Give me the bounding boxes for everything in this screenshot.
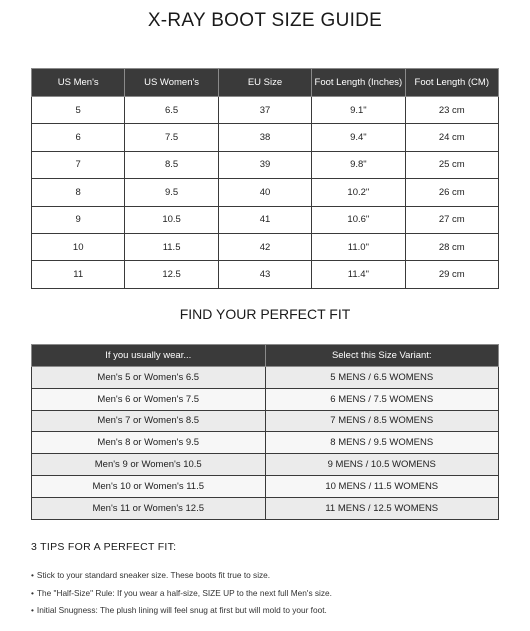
cell-us-mens: 6 — [32, 124, 125, 151]
header-eu-size: EU Size — [218, 69, 311, 97]
header-us-mens: US Men's — [32, 69, 125, 97]
cell-us-mens: 9 — [32, 206, 125, 233]
tip-text: The "Half-Size" Rule: If you wear a half-size, SIZE UP to the next full Men's size. — [36, 587, 332, 598]
cell-foot-length-inches: 9.4" — [312, 124, 405, 151]
table-row — [32, 497, 499, 519]
cell-us-mens: 11 — [32, 261, 125, 288]
cell-size-variant: 9 MENS / 10.5 WOMENS — [265, 454, 499, 476]
cell-us-mens: 10 — [32, 233, 125, 260]
cell-us-womens: 6.5 — [125, 97, 218, 124]
table-row — [32, 124, 499, 151]
table-row — [32, 151, 499, 178]
cell-size-variant: 6 MENS / 7.5 WOMENS — [265, 388, 499, 410]
cell-foot-length-inches: 9.1" — [312, 97, 405, 124]
cell-usual-size: Men's 11 or Women's 12.5 — [32, 497, 266, 519]
cell-usual-size: Men's 9 or Women's 10.5 — [32, 454, 266, 476]
cell-us-womens: 10.5 — [125, 206, 218, 233]
table-row — [32, 475, 499, 497]
cell-eu-size: 42 — [218, 233, 311, 260]
bullet-icon: • — [31, 587, 34, 598]
table-row — [32, 261, 499, 288]
tips-list — [31, 567, 501, 620]
cell-eu-size: 43 — [218, 261, 311, 288]
cell-foot-length-cm: 28 cm — [405, 233, 498, 260]
list-item — [31, 567, 501, 585]
cell-us-mens: 5 — [32, 97, 125, 124]
fit-section-heading: FIND YOUR PERFECT FIT — [179, 306, 351, 322]
cell-foot-length-cm: 23 cm — [405, 97, 498, 124]
page-title: X-RAY BOOT SIZE GUIDE — [147, 10, 383, 31]
table-row — [32, 454, 499, 476]
header-usually-wear: If you usually wear... — [32, 345, 266, 367]
cell-us-womens: 11.5 — [125, 233, 218, 260]
cell-foot-length-cm: 27 cm — [405, 206, 498, 233]
table-row — [32, 432, 499, 454]
cell-foot-length-cm: 24 cm — [405, 124, 498, 151]
header-size-variant: Select this Size Variant: — [265, 345, 499, 367]
bullet-icon: • — [31, 605, 34, 615]
cell-size-variant: 10 MENS / 11.5 WOMENS — [265, 475, 499, 497]
table-row — [32, 206, 499, 233]
cell-size-variant: 5 MENS / 6.5 WOMENS — [265, 367, 499, 389]
cell-us-mens: 8 — [32, 179, 125, 206]
tips-heading: 3 TIPS FOR A PERFECT FIT: — [31, 541, 177, 553]
cell-usual-size: Men's 8 or Women's 9.5 — [32, 432, 266, 454]
tip-text: Stick to your standard sneaker size. These boots fit true to size. — [36, 570, 271, 580]
table-row — [32, 179, 499, 206]
cell-us-womens: 9.5 — [125, 179, 218, 206]
cell-foot-length-inches: 10.2" — [312, 179, 405, 206]
tip-text: Initial Snugness: The plush lining will feel snug at first but will mold to your foot. — [36, 605, 327, 615]
cell-eu-size: 39 — [218, 151, 311, 178]
list-item — [31, 602, 501, 620]
cell-us-womens: 7.5 — [125, 124, 218, 151]
size-variant-table — [31, 344, 499, 520]
cell-foot-length-cm: 29 cm — [405, 261, 498, 288]
cell-usual-size: Men's 10 or Women's 11.5 — [32, 475, 266, 497]
cell-foot-length-inches: 11.0" — [312, 233, 405, 260]
header-us-womens: US Women's — [125, 69, 218, 97]
cell-size-variant: 7 MENS / 8.5 WOMENS — [265, 410, 499, 432]
cell-foot-length-cm: 25 cm — [405, 151, 498, 178]
list-item — [31, 585, 501, 603]
cell-size-variant: 8 MENS / 9.5 WOMENS — [265, 432, 499, 454]
cell-size-variant: 11 MENS / 12.5 WOMENS — [265, 497, 499, 519]
bullet-icon: • — [31, 570, 34, 580]
header-foot-length-inches: Foot Length (Inches) — [312, 69, 405, 97]
cell-usual-size: Men's 5 or Women's 6.5 — [32, 367, 266, 389]
size-chart-header-row — [32, 69, 499, 97]
cell-eu-size: 38 — [218, 124, 311, 151]
cell-eu-size: 37 — [218, 97, 311, 124]
cell-eu-size: 40 — [218, 179, 311, 206]
cell-usual-size: Men's 6 or Women's 7.5 — [32, 388, 266, 410]
cell-usual-size: Men's 7 or Women's 8.5 — [32, 410, 266, 432]
table-row — [32, 97, 499, 124]
table-row — [32, 367, 499, 389]
cell-foot-length-cm: 26 cm — [405, 179, 498, 206]
table-row — [32, 388, 499, 410]
cell-foot-length-inches: 11.4" — [312, 261, 405, 288]
header-foot-length-cm: Foot Length (CM) — [405, 69, 498, 97]
cell-foot-length-inches: 10.6" — [312, 206, 405, 233]
cell-us-womens: 12.5 — [125, 261, 218, 288]
variant-table-header-row — [32, 345, 499, 367]
table-row — [32, 410, 499, 432]
cell-us-mens: 7 — [32, 151, 125, 178]
table-row — [32, 233, 499, 260]
cell-eu-size: 41 — [218, 206, 311, 233]
cell-us-womens: 8.5 — [125, 151, 218, 178]
cell-foot-length-inches: 9.8" — [312, 151, 405, 178]
size-chart-table — [31, 68, 499, 289]
